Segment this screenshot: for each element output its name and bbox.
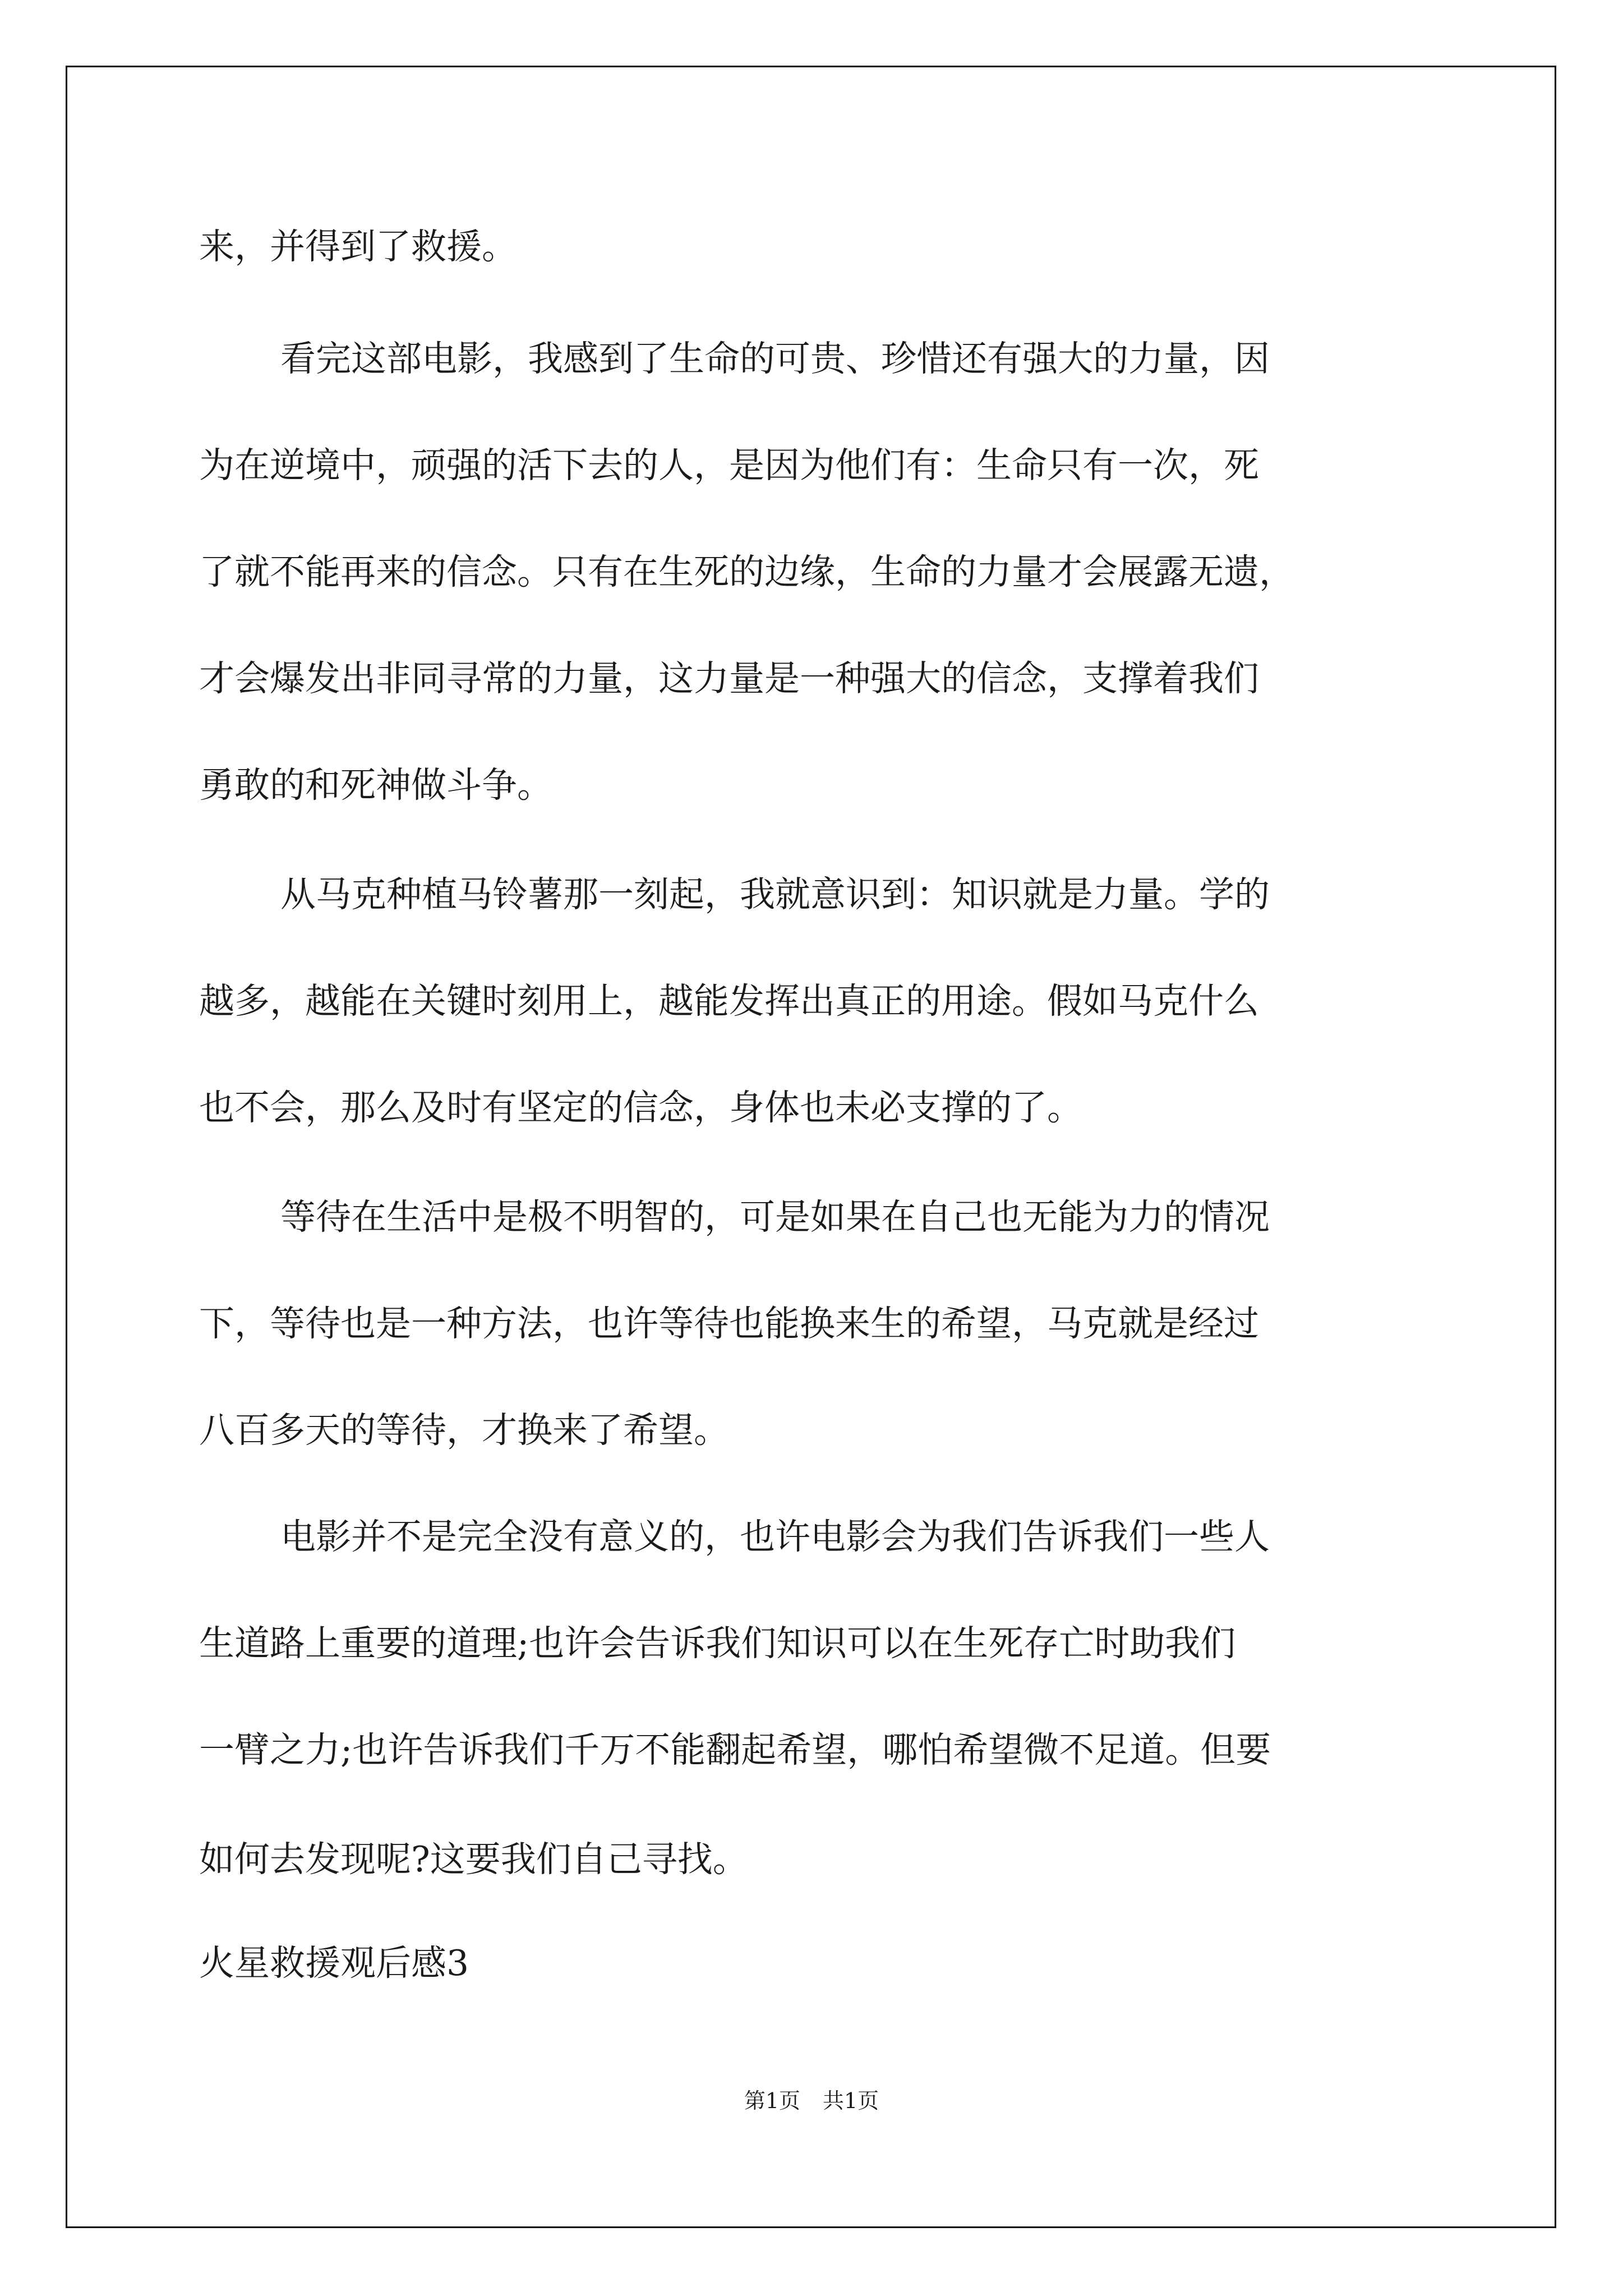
paragraph-line: 了就不能再来的信念。只有在生死的边缘，生命的力量才会展露无遗， <box>199 551 1294 592</box>
paragraph-line: 勇敢的和死神做斗争。 <box>199 765 552 806</box>
paragraph-line: 电影并不是完全没有意义的，也许电影会为我们告诉我们一些人 <box>280 1516 1270 1557</box>
paragraph-line: 为在逆境中，顽强的活下去的人，是因为他们有：生命只有一次，死 <box>199 445 1259 486</box>
paragraph-line: 看完这部电影，我感到了生命的可贵、珍惜还有强大的力量，因 <box>280 338 1270 379</box>
page-border <box>66 66 1556 2228</box>
paragraph-line: 下，等待也是一种方法，也许等待也能换来生的希望，马克就是经过 <box>199 1303 1259 1344</box>
page-number: 第1页 <box>744 2088 800 2113</box>
paragraph-line: 才会爆发出非同寻常的力量，这力量是一种强大的信念，支撑着我们 <box>199 658 1259 699</box>
page-footer <box>0 2087 1623 2115</box>
paragraph-line: 也不会，那么及时有坚定的信念，身体也未必支撑的了。 <box>199 1087 1082 1128</box>
paragraph-line: 一臂之力;也许告诉我们千万不能翻起希望，哪怕希望微不足道。但要 <box>199 1729 1271 1770</box>
paragraph-line: 来，并得到了救援。 <box>199 226 517 267</box>
paragraph-line: 如何去发现呢?这要我们自己寻找。 <box>199 1839 748 1880</box>
paragraph-line: 越多，越能在关键时刻用上，越能发挥出真正的用途。假如马克什么 <box>199 981 1259 1022</box>
paragraph-line: 等待在生活中是极不明智的，可是如果在自己也无能为力的情况 <box>280 1197 1270 1237</box>
paragraph-line: 生道路上重要的道理;也许会告诉我们知识可以在生死存亡时助我们 <box>199 1623 1236 1664</box>
paragraph-line: 八百多天的等待，才换来了希望。 <box>199 1410 729 1451</box>
paragraph-line: 从马克种植马铃薯那一刻起，我就意识到：知识就是力量。学的 <box>280 874 1270 915</box>
section-heading: 火星救援观后感3 <box>199 1943 469 1984</box>
page-total: 共1页 <box>823 2088 879 2113</box>
